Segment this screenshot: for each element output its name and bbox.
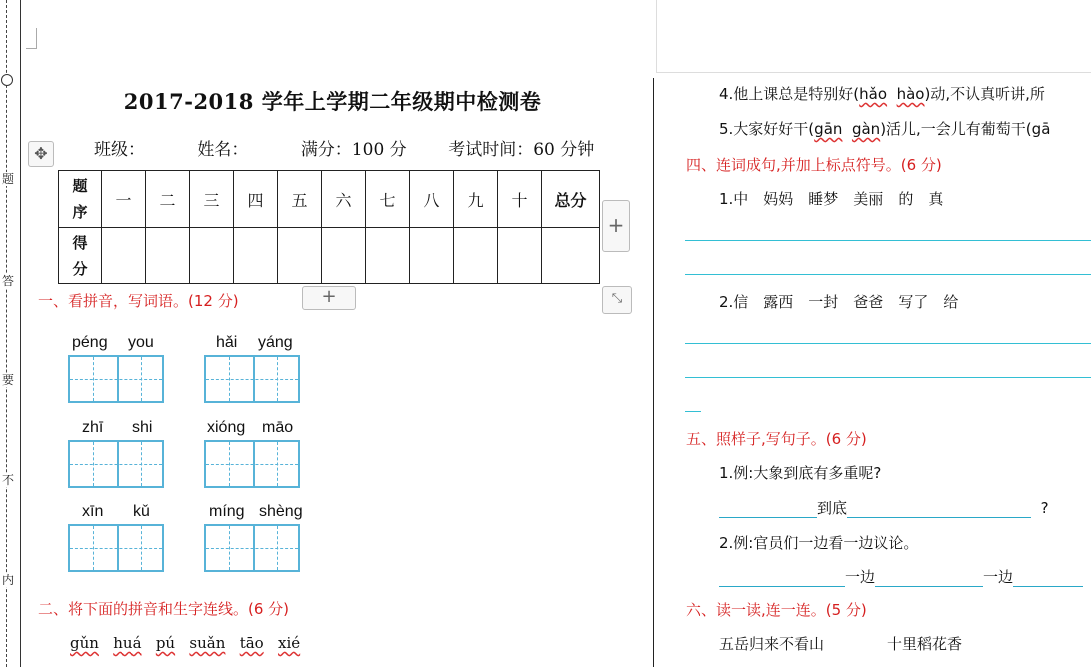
table-move-handle-icon[interactable]: ✥ <box>28 141 54 167</box>
score-table-col: 七 <box>366 171 410 228</box>
pinyin-label: shi <box>132 419 153 436</box>
exam-info <box>94 135 594 160</box>
section-4-title: 四、连词成句,并加上标点符号。(6 分) <box>686 156 942 174</box>
writing-grid[interactable] <box>204 440 300 488</box>
writing-grid[interactable] <box>68 355 164 403</box>
score-cell[interactable] <box>146 228 190 284</box>
binding-strip <box>0 0 22 667</box>
score-cell[interactable] <box>410 228 454 284</box>
score-cell[interactable] <box>322 228 366 284</box>
answer-line[interactable] <box>685 411 701 412</box>
answer-line[interactable] <box>685 377 1091 378</box>
exam-time-label: 考试时间：60 分钟 <box>448 140 595 160</box>
pinyin-label: shèng <box>259 503 303 520</box>
score-table-col: 五 <box>278 171 322 228</box>
answer-line[interactable] <box>685 343 1091 344</box>
score-cell[interactable] <box>278 228 322 284</box>
question-4: 4.他上课总是特别好(hǎo hào)动,不认真听讲,所 <box>719 85 1045 103</box>
score-table-col: 六 <box>322 171 366 228</box>
section-1-title: 一、看拼音，写词语。(12 分) <box>38 292 239 310</box>
writing-grid[interactable] <box>204 524 300 572</box>
resize-table-icon[interactable]: ⤡ <box>602 286 632 314</box>
pinyin-label: you <box>128 334 154 351</box>
class-label: 班级： <box>94 140 145 160</box>
score-cell[interactable] <box>498 228 542 284</box>
binding-solid-line <box>20 0 21 667</box>
section-5-example-1: 1.例:大象到底有多重呢? <box>719 464 882 482</box>
pinyin-item: huá <box>113 634 142 652</box>
pinyin-label: kǔ <box>133 503 150 520</box>
page-corner-mark <box>656 0 1091 73</box>
page-corner-mark <box>26 28 37 49</box>
full-score-label: 满分：100 分 <box>300 140 407 160</box>
poem-line-right: 十里稻花香 <box>887 635 963 653</box>
pinyin-item: xié <box>278 634 301 652</box>
pinyin-label: zhī <box>82 419 104 436</box>
section-5-example-2: 2.例:官员们一边看一边议论。 <box>719 534 919 552</box>
score-cell[interactable] <box>366 228 410 284</box>
binding-hole <box>1 74 13 86</box>
binding-glyph: 要 <box>1 373 14 387</box>
question-5: 5.大家好好干(gān gàn)活儿,一会儿有葡萄干(gā <box>719 120 1051 138</box>
score-cell[interactable] <box>102 228 146 284</box>
blank[interactable] <box>719 499 817 518</box>
writing-grid[interactable] <box>68 440 164 488</box>
score-table-col-total: 总分 <box>542 171 600 228</box>
pinyin-item: tāo <box>239 634 264 652</box>
section-6-title: 六、读一读,连一连。(5 分) <box>686 601 867 619</box>
binding-glyph: 答 <box>1 274 14 288</box>
section-5-fill-2: 一边 一边 <box>719 566 1083 587</box>
pinyin-label: māo <box>262 419 294 436</box>
blank[interactable] <box>1013 568 1083 587</box>
section-2-title: 二、将下面的拼音和生字连线。(6 分) <box>38 600 290 618</box>
score-table-col: 四 <box>234 171 278 228</box>
score-table-col: 二 <box>146 171 190 228</box>
answer-line[interactable] <box>685 274 1091 275</box>
score-cell[interactable] <box>234 228 278 284</box>
section-4-item-1: 1.中 妈妈 睡梦 美丽 的 真 <box>719 190 944 208</box>
page-title: 2017-2018 学年上学期二年级期中检测卷 <box>123 89 542 114</box>
add-row-button[interactable]: + <box>302 286 356 310</box>
score-cell[interactable] <box>454 228 498 284</box>
answer-line[interactable] <box>685 240 1091 241</box>
binding-glyph: 不 <box>1 473 14 487</box>
binding-dashed-line <box>6 0 7 667</box>
pinyin-item: pú <box>155 634 176 652</box>
blank[interactable] <box>847 499 1031 518</box>
poem-line-left: 五岳归来不看山 <box>719 635 825 653</box>
pinyin-label: xióng <box>207 419 246 436</box>
pinyin-label: xīn <box>82 503 104 520</box>
pinyin-row <box>70 634 300 652</box>
section-4-item-2: 2.信 露西 一封 爸爸 写了 给 <box>719 293 959 311</box>
section-5-fill-1: 到底 ? <box>719 497 1049 518</box>
binding-glyph: 题 <box>1 172 14 186</box>
score-table-header: 得 分 <box>59 228 102 284</box>
score-table <box>58 170 600 284</box>
score-table-col: 十 <box>498 171 542 228</box>
score-table-col: 八 <box>410 171 454 228</box>
pinyin-item: suǎn <box>189 634 226 652</box>
pinyin-label: míng <box>209 503 245 520</box>
column-divider <box>653 78 654 667</box>
score-table-col: 一 <box>102 171 146 228</box>
score-table-col: 九 <box>454 171 498 228</box>
name-label: 姓名： <box>197 140 249 160</box>
score-table-col: 三 <box>190 171 234 228</box>
pinyin-item: gǔn <box>70 634 99 652</box>
writing-grid[interactable] <box>204 355 300 403</box>
pinyin-label: péng <box>72 334 108 351</box>
score-cell[interactable] <box>542 228 600 284</box>
score-table-header: 题 序 <box>59 171 102 228</box>
score-cell[interactable] <box>190 228 234 284</box>
add-column-button[interactable]: + <box>602 200 630 252</box>
section-5-title: 五、照样子,写句子。(6 分) <box>686 430 867 448</box>
pinyin-label: yáng <box>258 334 293 351</box>
blank[interactable] <box>719 568 845 587</box>
binding-glyph: 内 <box>1 573 14 587</box>
blank[interactable] <box>875 568 983 587</box>
pinyin-label: hǎi <box>216 334 238 351</box>
writing-grid[interactable] <box>68 524 164 572</box>
